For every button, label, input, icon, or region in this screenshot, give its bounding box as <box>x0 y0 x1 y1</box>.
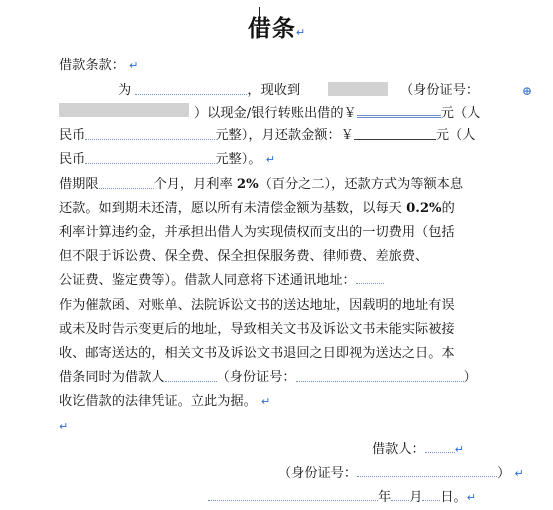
borrower-label: 借款人： <box>372 442 425 457</box>
paragraph-mark: ↵ <box>295 26 306 39</box>
text: 元整）。 <box>215 152 262 167</box>
text: 收讫借款的法律凭证。立此为据。 <box>59 394 257 409</box>
paragraph-line-14 <box>59 392 270 412</box>
anchor-icon: ⊕ <box>522 84 533 98</box>
text: ） <box>497 466 511 481</box>
signature-borrower-line <box>372 440 464 460</box>
text: 元（人 <box>435 128 476 143</box>
monthly-rate: 2% <box>236 177 259 192</box>
text: （身份证号： <box>216 370 296 385</box>
month-field[interactable] <box>391 489 409 501</box>
date-field[interactable] <box>208 489 378 501</box>
redacted-name <box>328 82 388 96</box>
redacted-id <box>59 103 189 117</box>
text: 收、邮寄送达的，相关文书及诉讼文书退回之日即视为送达之日。本 <box>59 346 455 361</box>
text: ）以现金/银行转账出借的￥ <box>194 106 357 121</box>
text: 或未及时告示变更后的地址，导致相关文书及诉讼文书未能实际被接 <box>59 322 455 337</box>
monthly-amount-words-field[interactable] <box>85 150 215 164</box>
borrower-name-field[interactable] <box>165 368 217 382</box>
text: 元（人 <box>440 106 481 121</box>
text: 民币 <box>59 128 86 143</box>
text: 借期限 <box>59 177 99 192</box>
paragraph-mark: ↵ <box>129 59 139 72</box>
day-field[interactable] <box>422 489 440 501</box>
text: 元整），月还款金额：￥ <box>215 128 354 143</box>
paragraph-line-9 <box>59 271 384 291</box>
text: （百分之二），还款方式为等额本息 <box>258 177 464 192</box>
amount-words-field[interactable] <box>85 126 215 140</box>
id-label: （身份证号： <box>278 466 358 481</box>
lender-name-redacted <box>328 81 388 101</box>
paragraph-line-12 <box>59 344 455 364</box>
borrower-id-field[interactable] <box>296 368 464 382</box>
text: 为 <box>118 83 132 98</box>
anchor-mark <box>522 81 532 102</box>
document-title: 借条 <box>247 16 296 42</box>
text: ） <box>463 370 477 385</box>
title-line <box>0 10 553 43</box>
id-label-1 <box>400 81 479 101</box>
paragraph-line-5 <box>59 175 463 195</box>
text: 但不限于诉讼费、保全费、保全担保服务费、律师费、差旅费、 <box>59 249 429 264</box>
text: 个月，月利率 <box>153 177 233 192</box>
signature-id-field[interactable] <box>357 465 497 477</box>
text: ，现收到 <box>247 83 301 98</box>
paragraph-line-2 <box>194 102 480 124</box>
section-label-line <box>59 56 138 76</box>
paragraph-line-10 <box>59 296 455 316</box>
paragraph-mark: ↵ <box>59 420 69 433</box>
paragraph-line-11 <box>59 320 455 340</box>
text: 利率计算违约金，并承担出借人为实现债权而支出的一切费用（包括 <box>59 225 455 240</box>
text: 的 <box>441 201 455 216</box>
paragraph-mark: ↵ <box>261 395 271 408</box>
paragraph-line-3 <box>59 126 475 146</box>
paragraph-line-6 <box>59 199 455 219</box>
text: 作为催款函、对账单、法院诉讼文书的送达地址，因载明的地址有误 <box>59 298 455 313</box>
empty-paragraph <box>59 417 68 437</box>
paragraph-line-13 <box>59 368 477 388</box>
paragraph-mark: ↵ <box>466 491 476 504</box>
borrower-signature-field[interactable] <box>425 441 455 453</box>
text: 借条同时为借款人 <box>59 370 165 385</box>
text: 民币 <box>59 152 86 167</box>
paragraph-line-8 <box>59 247 428 267</box>
lender-id-redacted <box>59 102 189 122</box>
month-label: 月 <box>409 490 423 505</box>
paragraph-mark: ↵ <box>265 153 275 166</box>
signature-id-line <box>278 464 524 484</box>
text: （身份证号： <box>400 83 480 98</box>
paragraph-mark: ↵ <box>454 443 464 456</box>
amount-field[interactable] <box>357 102 441 118</box>
text: 还款。如到期未还清，愿以所有未清偿金额为基数，以每天 <box>59 201 402 216</box>
year-label: 年 <box>378 490 392 505</box>
daily-rate: 0.2% <box>406 201 442 216</box>
text: 公证费、鉴定费等）。借款人同意将下述通讯地址： <box>59 273 356 288</box>
paragraph-line-7 <box>59 223 455 243</box>
paragraph-mark: ↵ <box>514 467 524 480</box>
section-label: 借款条款： <box>59 58 125 73</box>
paragraph-line-1 <box>118 81 310 101</box>
signature-date-line <box>208 488 476 508</box>
address-field[interactable] <box>356 272 384 284</box>
paragraph-line-4 <box>59 150 275 170</box>
term-months-field[interactable] <box>99 175 154 189</box>
monthly-amount-field[interactable] <box>354 126 436 140</box>
purpose-field[interactable] <box>135 81 247 95</box>
day-label: 日。 <box>440 490 467 505</box>
